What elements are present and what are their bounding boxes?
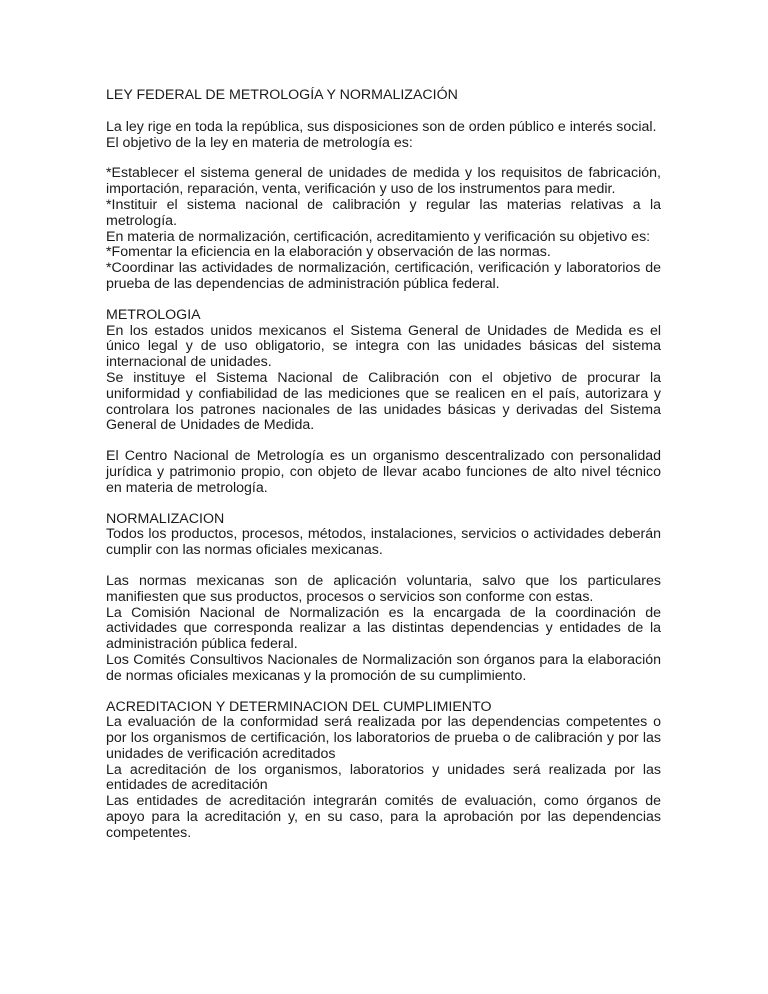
centro-paragraph: El Centro Nacional de Metrología es un organismo descentralizado con personalidad jurídica y patrimonio propio, con objeto de llevar acabo funciones de alto nivel técnico en materia de metrología. [106,448,661,496]
acreditacion-section [106,700,661,842]
intro-line: El objetivo de la ley en materia de metrología es: [106,134,413,151]
objective-item: *Coordinar las actividades de normalización, certificación, verificación y laboratorios de prueba de las dependencias de administración pública federal. [106,260,661,292]
normalizacion-paragraph: La Comisión Nacional de Normalización es la encargada de la coordinación de actividades que corresponda realizar a las distintas dependencias y entidades de la administración pública federal. [106,604,661,653]
intro-section [106,120,661,152]
document-title: LEY FEDERAL DE METROLOGÍA Y NORMALIZACIÓN [106,87,458,103]
objective-item: *Instituir el sistema nacional de calibración y regular las materias relativas a la metrología. [106,196,661,229]
normas-section [106,574,661,685]
metrologia-section [106,308,661,434]
metrologia-paragraph: En los estados unidos mexicanos el Sistema General de Unidades de Medida es el único legal y de uso obligatorio, se integra con las unidades básicas del sistema internacional de unidades. [106,322,661,371]
section-heading-normalizacion: NORMALIZACION [106,510,225,527]
objectives-section [106,166,661,292]
acreditacion-paragraph: La acreditación de los organismos, laboratorios y unidades será realizada por las entidades de acreditación [106,761,661,794]
normalizacion-paragraph: Todos los productos, procesos, métodos, instalaciones, servicios o actividades deberán cumplir con las normas oficiales mexicanas. [106,526,661,559]
normalizacion-paragraph: Los Comités Consultivos Nacionales de Normalización son órganos para la elaboración de normas oficiales mexicanas y la promoción de su cumplimiento. [106,651,661,684]
objective-item: *Fomentar la eficiencia en la elaboración y observación de las normas. [106,244,551,261]
document-page [106,88,661,857]
section-heading-metrologia: METROLOGIA [106,306,201,323]
centro-section [106,449,661,496]
normalizacion-paragraph: Las normas mexicanas son de aplicación voluntaria, salvo que los particulares manifiesten que sus productos, procesos o servicios son conforme con estas. [106,572,661,605]
acreditacion-paragraph: La evaluación de la conformidad será realizada por las dependencias competentes o por los organismos de certificación, los laboratorios de prueba o de calibración y por las unidades de verificación acreditados [106,714,661,762]
objective-item: *Establecer el sistema general de unidades de medida y los requisitos de fabricación, importación, reparación, venta, verificación y uso de los instrumentos para medir. [106,165,661,198]
acreditacion-paragraph: Las entidades de acreditación integrarán comités de evaluación, como órganos de apoyo para la acreditación y, en su caso, para la aprobación por las dependencias competentes. [106,793,661,841]
objective-item: En materia de normalización, certificación, acreditamiento y verificación su objetivo es: [106,228,651,245]
normalizacion-section [106,512,661,559]
section-heading-acreditacion: ACREDITACION Y DETERMINACION DEL CUMPLIMIENTO [106,698,492,715]
metrologia-paragraph: Se instituye el Sistema Nacional de Calibración con el objetivo de procurar la uniformidad y confiabilidad de las mediciones que se realicen en el país, autorizara y controlara los patrones nacionales de las unidades básicas y derivadas del Sistema General de Unidades de Medida. [106,369,661,434]
intro-line: La ley rige en toda la república, sus disposiciones son de orden público e interés social. [106,118,657,135]
